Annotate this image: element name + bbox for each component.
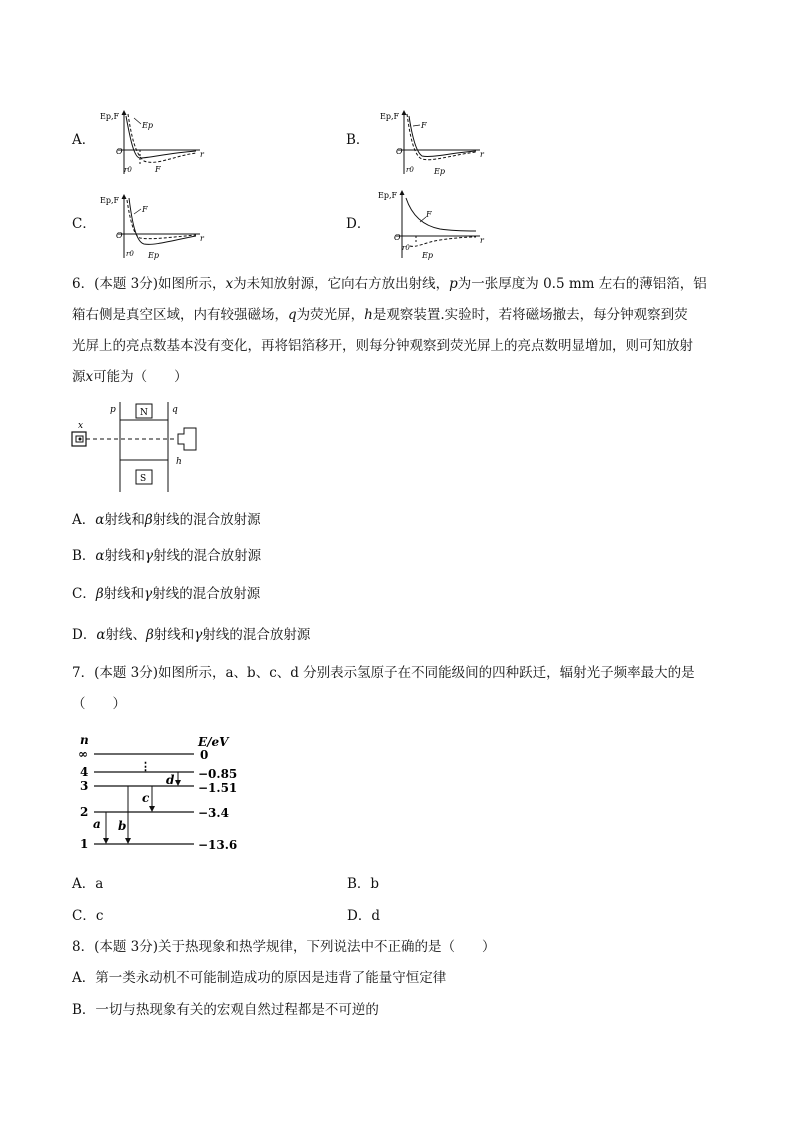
svg-text:O: O [394, 233, 401, 242]
svg-text:q: q [172, 405, 178, 415]
q6-stem-line-4: 源x可能为（ ） [72, 369, 188, 385]
q7-stem-line-2: （ ） [72, 696, 126, 712]
q5-option-c-graph [96, 188, 208, 264]
q8-option-a[interactable]: A．第一类永动机不可能制造成功的原因是违背了能量守恒定律 [72, 970, 447, 986]
svg-text:r: r [200, 234, 204, 243]
svg-text:r0: r0 [402, 244, 410, 252]
svg-text:0: 0 [200, 748, 209, 762]
svg-text:O: O [396, 147, 403, 156]
q6-apparatus-figure [66, 398, 222, 496]
svg-text:F: F [142, 205, 148, 214]
svg-text:−13.6: −13.6 [198, 838, 238, 852]
svg-text:h: h [176, 457, 182, 467]
q7-stem [72, 658, 722, 720]
svg-text:S: S [140, 474, 147, 484]
svg-text:Ep: Ep [148, 251, 159, 260]
svg-text:a: a [93, 817, 101, 831]
svg-text:∞: ∞ [78, 747, 88, 761]
svg-text:Ep,F: Ep,F [380, 112, 400, 121]
svg-text:4: 4 [80, 765, 89, 779]
q6-stem [72, 269, 722, 393]
q6-option-c[interactable]: C．β射线和γ射线的混合放射源 [72, 586, 261, 602]
q5-option-d-graph [376, 184, 488, 264]
svg-text:Ep,F: Ep,F [378, 191, 398, 200]
q5-option-c-label: C． [72, 216, 96, 232]
q6-option-a[interactable]: A．α射线和β射线的混合放射源 [72, 512, 261, 528]
svg-text:Ep: Ep [434, 167, 445, 176]
q8-stem: 8．(本题 3分)关于热现象和热学规律，下列说法中不正确的是（ ） [72, 939, 496, 955]
svg-text:n: n [80, 733, 89, 747]
svg-text:r0: r0 [406, 166, 414, 174]
svg-text:c: c [142, 791, 150, 805]
q7-option-c[interactable]: C．c [72, 908, 104, 924]
svg-text:3: 3 [80, 779, 89, 793]
q7-energy-level-diagram [76, 728, 246, 854]
q5-option-a-graph [96, 104, 208, 180]
q7-option-a[interactable]: A．a [72, 876, 104, 892]
svg-text:r: r [480, 236, 484, 245]
q7-option-b[interactable]: B．b [347, 876, 380, 892]
q5-option-a-label: A． [72, 132, 96, 148]
q6-stem-line-3: 光屏上的亮点数基本没有变化，再将铝箔移开，则每分钟观察到荧光屏上的亮点数明显增加，则可知放射 [72, 338, 693, 354]
svg-text:−3.4: −3.4 [198, 806, 229, 820]
svg-text:N: N [140, 408, 148, 418]
svg-text:r: r [200, 150, 204, 159]
svg-text:E/eV: E/eV [198, 735, 229, 749]
svg-text:d: d [166, 773, 175, 787]
q5-option-d-label: D． [346, 216, 371, 232]
svg-text:Ep: Ep [422, 251, 433, 260]
svg-text:Ep,F: Ep,F [100, 112, 120, 121]
svg-text:r0: r0 [126, 250, 134, 258]
svg-text:b: b [118, 819, 127, 833]
q5-option-b-graph [376, 104, 488, 180]
svg-text:Ep: Ep [142, 121, 153, 130]
q6-option-d[interactable]: D．α射线、β射线和γ射线的混合放射源 [72, 627, 311, 643]
svg-text:p: p [110, 405, 116, 415]
svg-text:−0.85: −0.85 [198, 767, 238, 781]
svg-text:F: F [155, 165, 161, 174]
svg-text:O: O [116, 231, 123, 240]
svg-text:F: F [426, 210, 432, 219]
svg-text:2: 2 [80, 805, 89, 819]
svg-text:1: 1 [80, 837, 89, 851]
svg-text:F: F [421, 121, 427, 130]
svg-text:x: x [78, 421, 84, 431]
q6-stem-line-1: 6．(本题 3分)如图所示，x为未知放射源，它向右方放出射线，p为一张厚度为 0.5 mm 左右的薄铝箔，铝 [72, 276, 707, 292]
svg-text:−1.51: −1.51 [198, 781, 238, 795]
svg-text:r: r [480, 150, 484, 159]
q5-option-b-label: B． [346, 132, 370, 148]
q6-stem-line-2: 箱右侧是真空区域，内有较强磁场，q为荧光屏，h是观察装置.实验时，若将磁场撤去，每分钟观察到荧 [72, 307, 688, 323]
svg-text:Ep,F: Ep,F [100, 196, 120, 205]
q8-option-b[interactable]: B．一切与热现象有关的宏观自然过程都是不可逆的 [72, 1002, 379, 1018]
svg-text:⋮: ⋮ [140, 760, 151, 773]
svg-text:r0: r0 [124, 166, 132, 174]
q7-option-d[interactable]: D．d [347, 908, 380, 924]
q6-option-b[interactable]: B．α射线和γ射线的混合放射源 [72, 548, 262, 564]
svg-text:O: O [116, 147, 123, 156]
q7-stem-line-1: 7．(本题 3分)如图所示，a、b、c、d 分别表示氢原子在不同能级间的四种跃迁，辐射光子频率最大的是 [72, 665, 695, 681]
